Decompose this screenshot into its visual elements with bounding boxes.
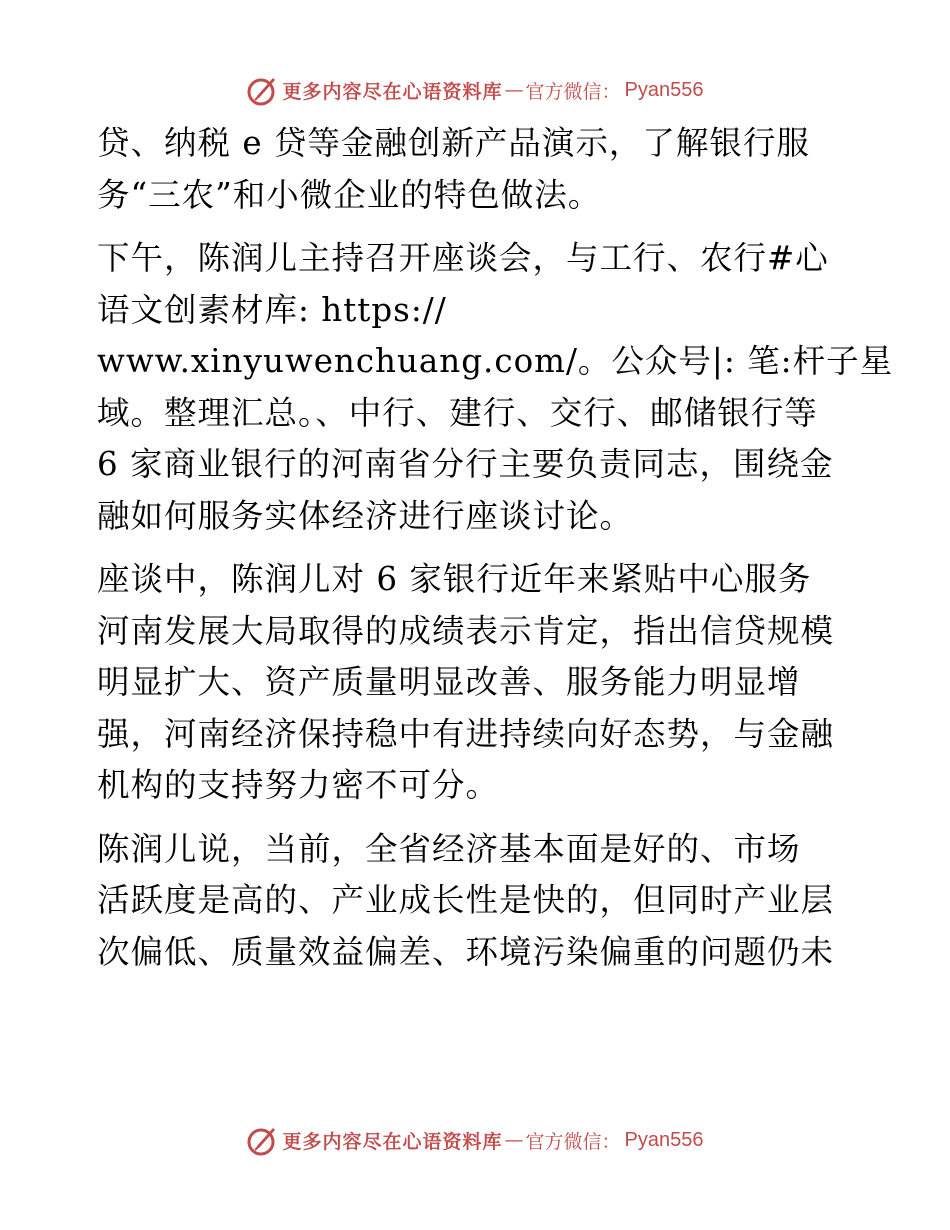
- text-line: 机构的支持努力密不可分。: [97, 766, 500, 804]
- feather-logo-icon: [247, 74, 279, 106]
- text-line: 务“三农”和小微企业的特色做法。: [97, 175, 602, 214]
- document-body: [97, 118, 894, 990]
- paragraph-4: [97, 824, 857, 979]
- text-line: 明显扩大、资产质量明显改善、服务能力明显增: [97, 663, 801, 701]
- text-line: 贷、纳税 e 贷等金融创新产品演示，了解银行服: [97, 124, 810, 162]
- text-line: 座谈中，陈润儿对 6 家银行近年来紧贴中心服务: [97, 560, 812, 598]
- text-line: 融如何服务实体经济进行座谈讨论。: [97, 496, 634, 535]
- watermark-text: 更多内容尽在心语资料库: [282, 1130, 503, 1153]
- header-watermark: [0, 70, 950, 110]
- text-line: 强，河南经济保持稳中有进持续向好态势，与金融: [97, 714, 835, 753]
- watermark-official-label: 官方微信：: [525, 80, 621, 103]
- text-line: 下午，陈润儿主持召开座谈会，与工行、农行#心: [97, 239, 829, 277]
- watermark-text: 更多内容尽在心语资料库: [282, 80, 503, 103]
- feather-logo-icon: [247, 1124, 279, 1156]
- text-line: 活跃度是高的、产业成长性是快的，但同时产业层: [97, 881, 835, 919]
- text-line: 河南发展大局取得的成绩表示肯定，指出信贷规模: [97, 611, 835, 650]
- watermark-official-label: 官方微信：: [525, 1130, 621, 1153]
- text-line: 次偏低、质量效益偏差、环境污染偏重的问题仍未: [97, 932, 835, 971]
- text-line: 语文创素材库: https://: [97, 290, 447, 329]
- text-line: www.xinyuwenchuang.com/。公众号|: 笔:杆子星: [97, 342, 894, 380]
- text-line: 6 家商业银行的河南省分行主要负责同志，围绕金: [97, 445, 834, 483]
- paragraph-3: [97, 554, 857, 812]
- footer-watermark: [0, 1120, 950, 1160]
- watermark-separator: —: [504, 79, 524, 101]
- text-line: 域。整理汇总。、中行、建行、交行、邮储银行等: [97, 393, 818, 432]
- watermark-wechat-id: Pyan556: [624, 1128, 704, 1151]
- watermark-wechat-id: Pyan556: [624, 78, 704, 101]
- paragraph-1: [97, 118, 857, 221]
- watermark-separator: —: [504, 1129, 524, 1151]
- text-line: 陈润儿说，当前，全省经济基本面是好的、市场: [97, 829, 801, 868]
- paragraph-2: [97, 233, 894, 542]
